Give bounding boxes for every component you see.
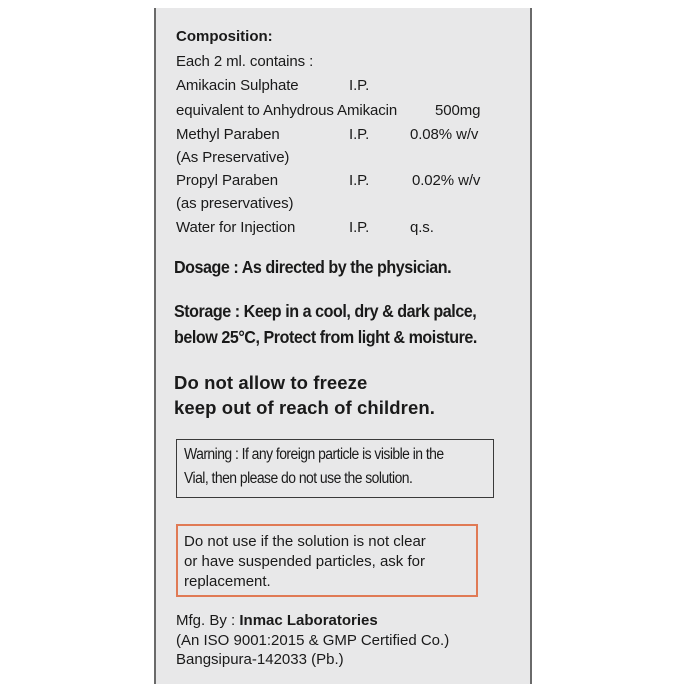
dosage-text: Dosage : As directed by the physician. bbox=[174, 257, 452, 277]
ingredient-quantity: q.s. bbox=[410, 219, 434, 236]
ingredient-quantity: 0.02% w/v bbox=[412, 172, 481, 189]
ingredient-name: Amikacin Sulphate bbox=[176, 77, 299, 94]
children-notice: keep out of reach of children. bbox=[174, 397, 436, 418]
ingredient-quantity: 500mg bbox=[435, 102, 481, 119]
composition-intro: Each 2 ml. contains : bbox=[176, 53, 314, 70]
ingredient-standard: I.P. bbox=[349, 77, 370, 94]
warning-line-2: Vial, then please do not use the solution. bbox=[184, 470, 413, 487]
caution-line-1: Do not use if the solution is not clear bbox=[184, 533, 426, 550]
manufacturer-line bbox=[176, 612, 378, 629]
warning-box bbox=[176, 439, 494, 498]
caution-line-3: replacement. bbox=[184, 573, 271, 590]
caution-box bbox=[176, 524, 478, 597]
ingredient-name: equivalent to Anhydrous Amikacin bbox=[176, 102, 398, 119]
manufacturer-prefix: Mfg. By : bbox=[176, 612, 240, 629]
ingredient-standard: I.P. bbox=[349, 219, 370, 236]
ingredient-standard: I.P. bbox=[349, 126, 370, 143]
ingredient-note: (As Preservative) bbox=[176, 149, 290, 166]
manufacturer-address: Bangsipura-142033 (Pb.) bbox=[176, 651, 344, 668]
ingredient-quantity: 0.08% w/v bbox=[410, 126, 479, 143]
ingredient-note: (as preservatives) bbox=[176, 195, 294, 212]
composition-title: Composition: bbox=[176, 28, 273, 45]
caution-line-2: or have suspended particles, ask for bbox=[184, 553, 425, 570]
storage-line-1: Storage : Keep in a cool, dry & dark palce, bbox=[174, 301, 477, 321]
ingredient-name: Water for Injection bbox=[176, 219, 296, 236]
ingredient-name: Methyl Paraben bbox=[176, 126, 280, 143]
manufacturer-name: Inmac Laboratories bbox=[239, 612, 378, 629]
label-panel bbox=[154, 8, 532, 684]
freeze-notice: Do not allow to freeze bbox=[174, 372, 368, 393]
manufacturer-certification: (An ISO 9001:2015 & GMP Certified Co.) bbox=[176, 632, 450, 649]
storage-line-2: below 25°C, Protect from light & moisture. bbox=[174, 327, 477, 347]
warning-line-1: Warning : If any foreign particle is visible in the bbox=[184, 446, 444, 463]
ingredient-standard: I.P. bbox=[349, 172, 370, 189]
ingredient-name: Propyl Paraben bbox=[176, 172, 278, 189]
